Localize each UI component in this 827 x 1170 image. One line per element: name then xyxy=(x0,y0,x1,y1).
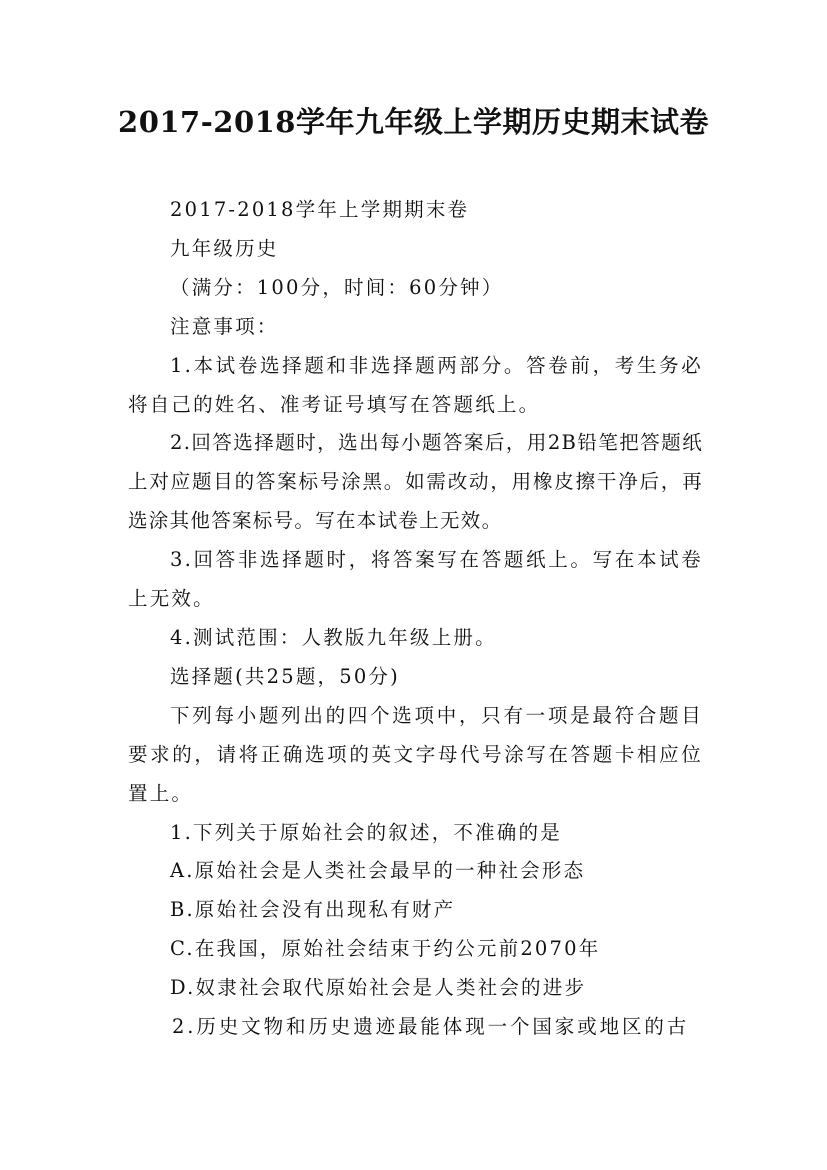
note-1: 1.本试卷选择题和非选择题两部分。答卷前，考生务必将自己的姓名、准考证号填写在答题纸上。 xyxy=(128,353,703,416)
question-1-option-b: B.原始社会没有出现私有财产 xyxy=(170,898,456,922)
question-1-option-a: A.原始社会是人类社会最早的一种社会形态 xyxy=(170,859,586,883)
document-body xyxy=(128,191,703,1047)
question-2: 2.历史文物和历史遗迹最能体现一个国家或地区的古 xyxy=(172,1015,690,1039)
note-3: 3.回答非选择题时，将答案写在答题纸上。写在本试卷上无效。 xyxy=(128,548,703,611)
exam-subject: 九年级历史 xyxy=(170,236,279,260)
exam-score-time: （满分：100分，时间：60分钟） xyxy=(170,275,504,299)
note-2: 2.回答选择题时，选出每小题答案后，用2B铅笔把答题纸上对应题目的答案标号涂黑。如需改动，用橡皮擦干净后，再选涂其他答案标号。写在本试卷上无效。 xyxy=(128,431,703,533)
question-1-option-c: C.在我国，原始社会结束于约公元前2070年 xyxy=(170,937,601,961)
question-1-option-d: D.奴隶社会取代原始社会是人类社会的进步 xyxy=(170,976,587,1000)
section-instructions: 下列每小题列出的四个选项中，只有一项是最符合题目要求的，请将正确选项的英文字母代号涂写在答题卡相应位置上。 xyxy=(128,703,703,805)
note-4: 4.测试范围：人教版九年级上册。 xyxy=(170,625,497,649)
section-heading: 选择题(共25题，50分) xyxy=(170,664,400,688)
exam-heading: 2017-2018学年上学期期末卷 xyxy=(170,198,470,221)
document-title: 2017-2018学年九年级上学期历史期末试卷 xyxy=(118,105,709,139)
notes-heading: 注意事项： xyxy=(170,314,279,338)
question-1: 1.下列关于原始社会的叙述，不准确的是 xyxy=(170,820,562,844)
